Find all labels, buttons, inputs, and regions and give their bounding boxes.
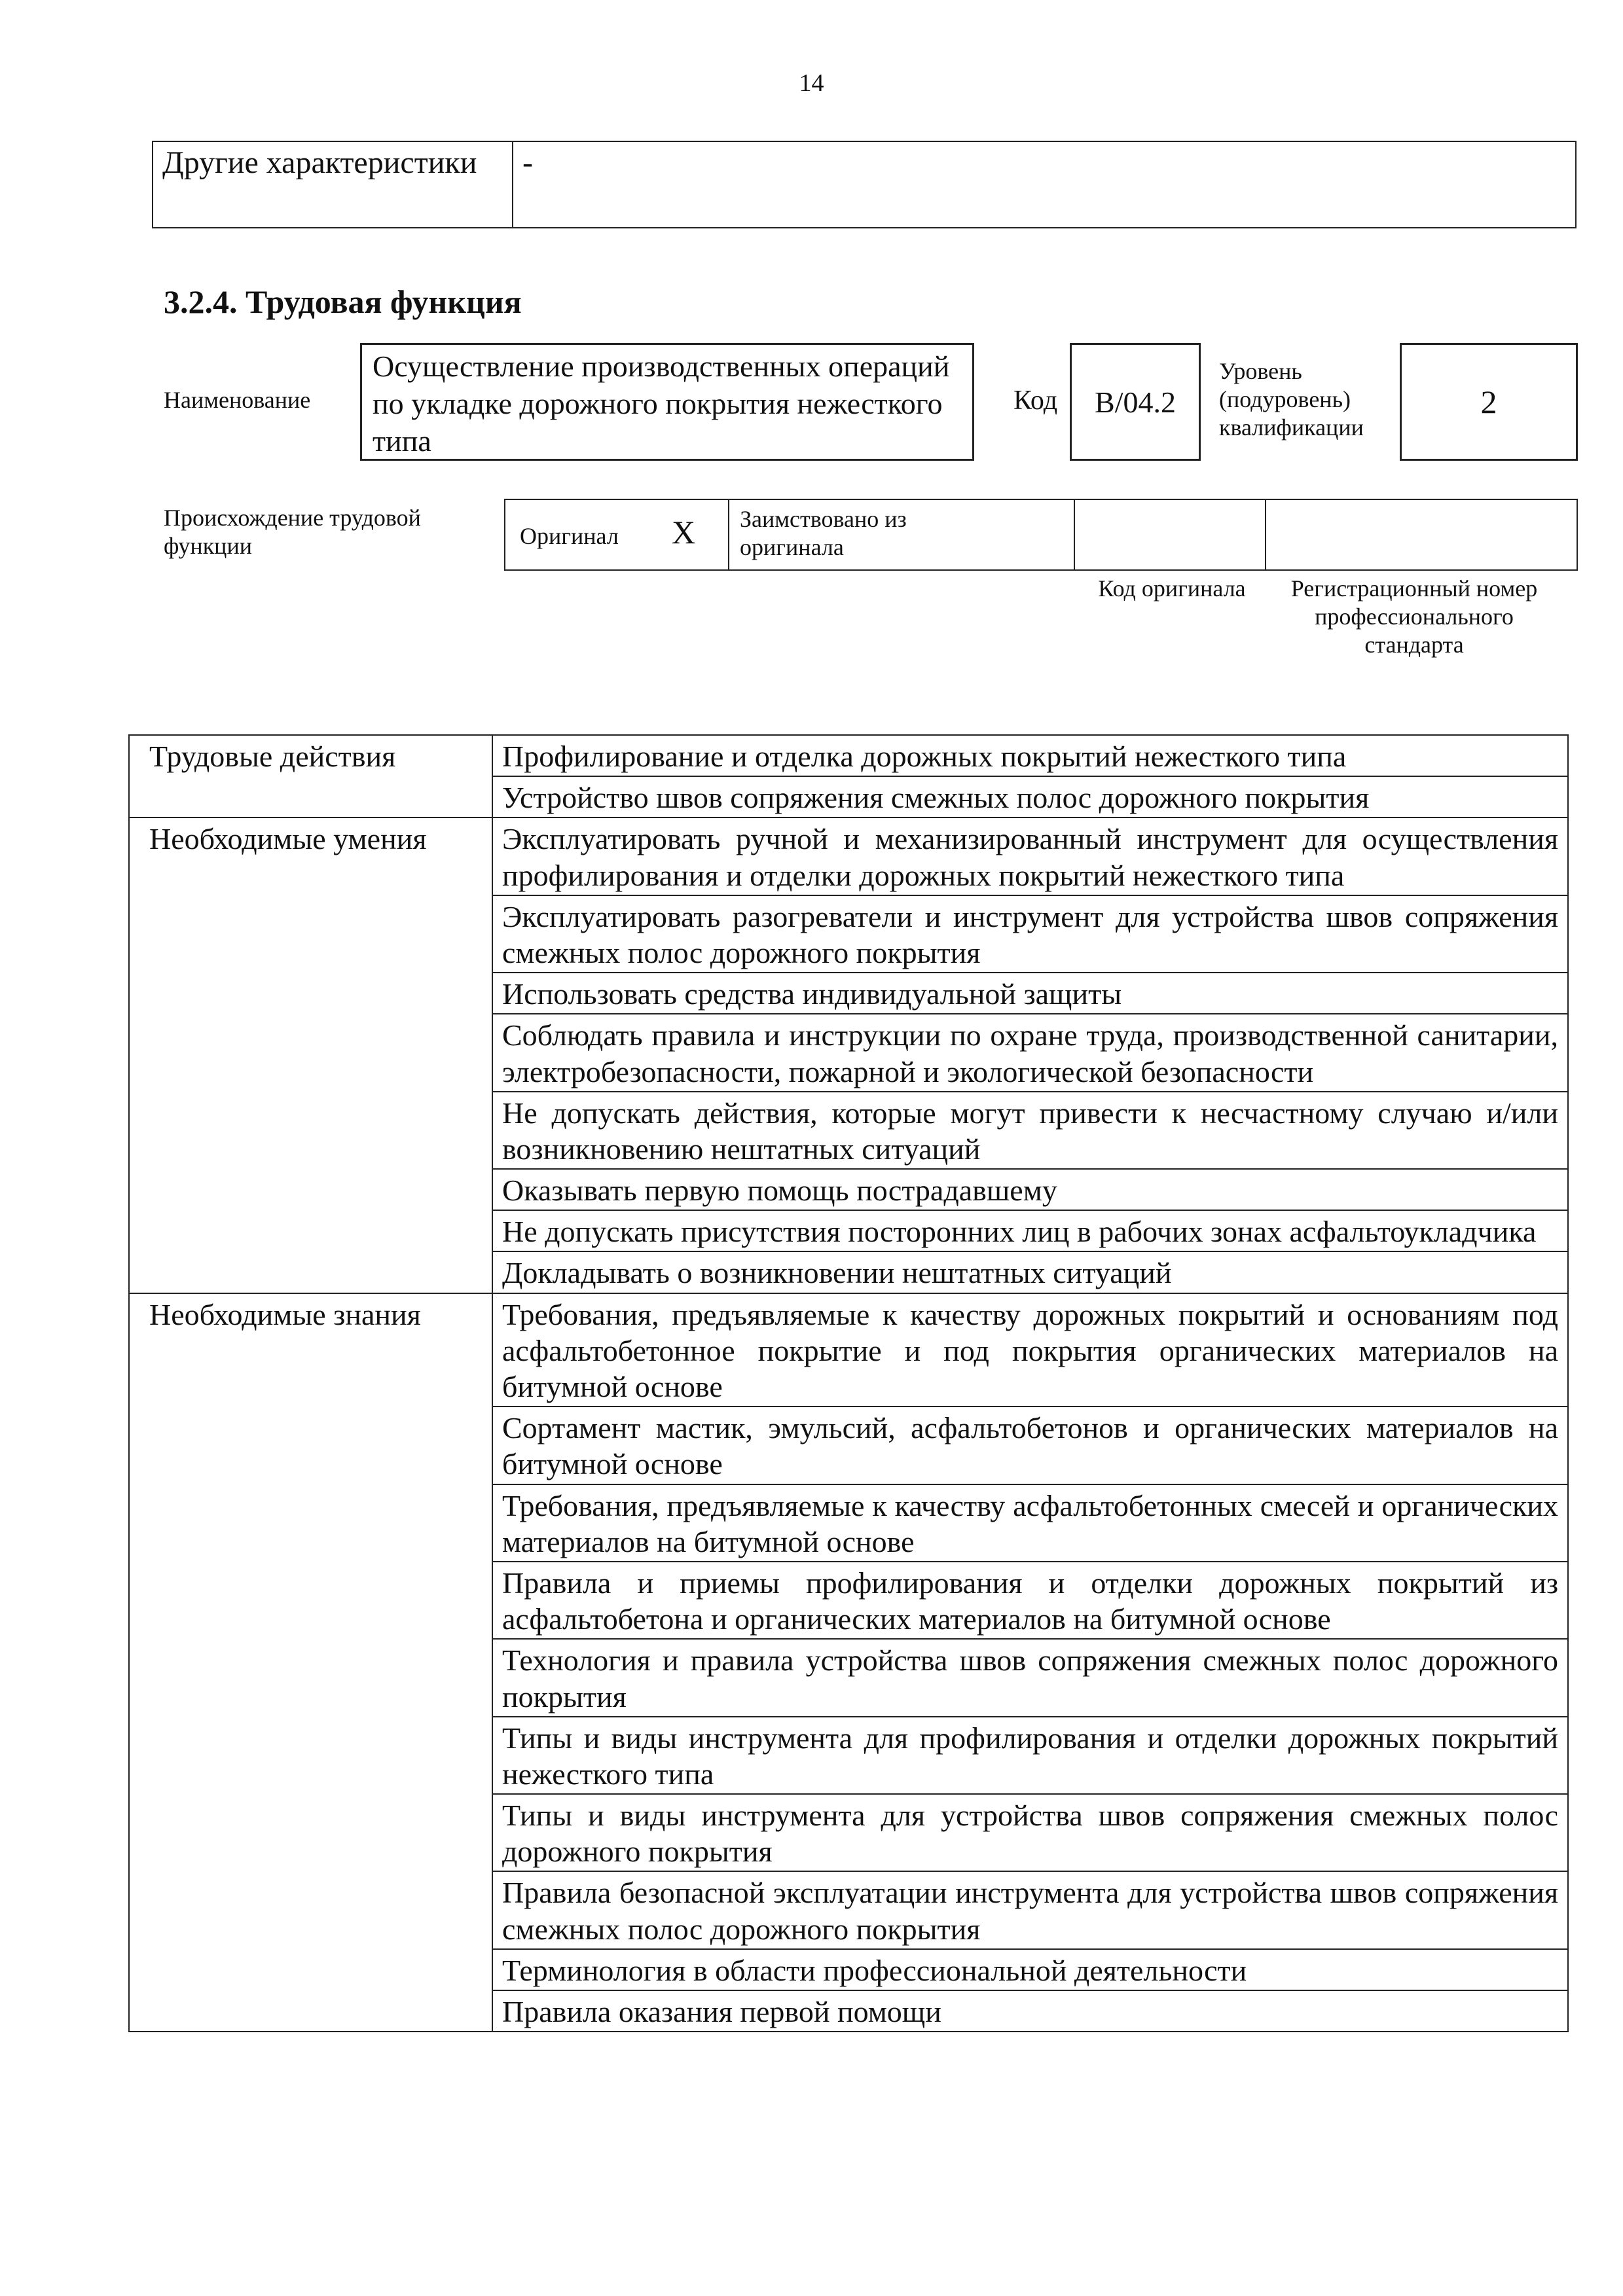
skill-item: Докладывать о возникновении нештатных ситуаций	[492, 1251, 1568, 1293]
origin-divider	[1265, 500, 1266, 569]
level-label: Уровень (подуровень) квалификации	[1219, 358, 1364, 441]
skill-item: Использовать средства индивидуальной защиты	[492, 973, 1568, 1014]
code-value: B/04.2	[1095, 385, 1176, 419]
knowledge-item: Терминология в области профессиональной деятельности	[492, 1949, 1568, 1990]
function-name-value: Осуществление производственных операций по укладке дорожного покрытия нежесткого типа	[373, 350, 950, 458]
name-label: Наименование	[164, 387, 311, 413]
knowledge-item: Типы и виды инструмента для профилирования и отделки дорожных покрытий нежесткого типа	[492, 1717, 1568, 1794]
reg-number-caption: Регистрационный номер профессионального стандарта	[1290, 575, 1538, 658]
origin-divider	[1074, 500, 1075, 569]
function-name-box	[360, 343, 974, 461]
knowledge-item: Правила и приемы профилирования и отделки дорожных покрытий из асфальтобетона и органических материалов на битумной основе	[492, 1562, 1568, 1639]
code-original-caption: Код оригинала	[1098, 575, 1246, 601]
code-box	[1070, 343, 1201, 461]
main-table	[128, 734, 1569, 2032]
level-value: 2	[1480, 384, 1497, 420]
origin-divider	[728, 500, 729, 569]
skill-item: Оказывать первую помощь пострадавшему	[492, 1169, 1568, 1210]
borrowed-label: Заимствовано из оригинала	[740, 506, 907, 561]
labor-actions-label: Трудовые действия	[129, 735, 492, 817]
level-box	[1400, 343, 1578, 461]
other-characteristics-table	[152, 141, 1577, 228]
other-characteristics-label: Другие характеристики	[153, 141, 513, 228]
skill-item: Эксплуатировать разогреватели и инструмент для устройства швов сопряжения смежных полос дорожного покрытия	[492, 895, 1568, 973]
page-number: 14	[799, 69, 824, 97]
section-title: 3.2.4. Трудовая функция	[164, 283, 522, 320]
knowledge-item: Технология и правила устройства швов сопряжения смежных полос дорожного покрытия	[492, 1639, 1568, 1716]
code-label: Код	[1013, 386, 1058, 416]
knowledge-item: Типы и виды инструмента для устройства швов сопряжения смежных полос дорожного покрытия	[492, 1794, 1568, 1871]
skill-item: Эксплуатировать ручной и механизированный инструмент для осуществления профилирования и отделки дорожных покрытий нежесткого типа	[492, 817, 1568, 895]
original-label: Оригинал	[520, 523, 619, 549]
origin-label: Происхождение трудовой функции	[164, 505, 421, 560]
labor-action-item: Устройство швов сопряжения смежных полос дорожного покрытия	[492, 776, 1568, 817]
knowledge-item: Требования, предъявляемые к качеству асфальтобетонных смесей и органических материалов на битумной основе	[492, 1484, 1568, 1562]
knowledge-item: Правила оказания первой помощи	[492, 1990, 1568, 2032]
labor-action-item: Профилирование и отделка дорожных покрытий нежесткого типа	[492, 735, 1568, 776]
original-mark: X	[672, 514, 696, 550]
origin-table	[504, 499, 1578, 571]
knowledge-item: Правила безопасной эксплуатации инструмента для устройства швов сопряжения смежных полос дорожного покрытия	[492, 1871, 1568, 1948]
knowledge-label: Необходимые знания	[129, 1293, 492, 2032]
skill-item: Соблюдать правила и инструкции по охране труда, производственной санитарии, электробезопасности, пожарной и экологической безопасности	[492, 1014, 1568, 1091]
skill-item: Не допускать действия, которые могут привести к несчастному случаю и/или возникновению нештатных ситуаций	[492, 1092, 1568, 1169]
skills-label: Необходимые умения	[129, 817, 492, 1293]
knowledge-item: Требования, предъявляемые к качеству дорожных покрытий и основаниям под асфальтобетонное покрытие и под покрытия органических материалов на битумной основе	[492, 1293, 1568, 1407]
other-characteristics-value: -	[513, 141, 1576, 228]
knowledge-item: Сортамент мастик, эмульсий, асфальтобетонов и органических материалов на битумной основе	[492, 1407, 1568, 1484]
skill-item: Не допускать присутствия посторонних лиц в рабочих зонах асфальтоукладчика	[492, 1210, 1568, 1251]
